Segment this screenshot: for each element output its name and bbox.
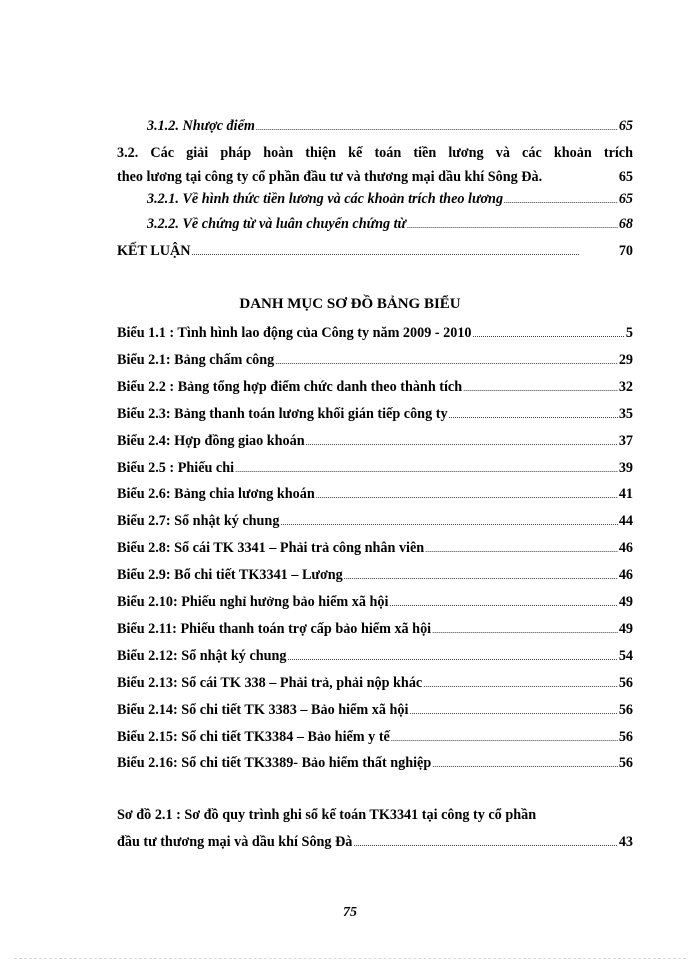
leader-dots <box>191 241 617 263</box>
list-entry-page: 5 <box>625 325 633 341</box>
list-entry <box>117 592 633 614</box>
list-entry <box>117 619 633 641</box>
leader-dots <box>432 753 618 775</box>
list-entry-label: Biểu 2.8: Sổ cái TK 3341 – Phải trả công nhân viên <box>117 540 425 557</box>
leader-dots <box>504 189 618 211</box>
leader-dots <box>306 431 618 453</box>
leader-dots <box>389 592 617 614</box>
list-entry-label: Biểu 2.12: Sổ nhật ký chung <box>117 647 287 664</box>
list-entry-label: Biểu 2.10: Phiếu nghỉ hưởng bảo hiểm xã hội <box>117 594 389 610</box>
list-entry <box>117 673 633 695</box>
leader-dots <box>353 832 617 854</box>
list-entry-page: 37 <box>618 432 633 449</box>
toc-entry-ket-luan <box>117 241 633 263</box>
list-entry-page: 56 <box>618 728 633 745</box>
list-entry-page: 56 <box>618 674 633 691</box>
list-entry-label: Biểu 2.3: Bảng thanh toán lương khối gián tiếp công ty <box>117 405 448 422</box>
list-entry-page: 56 <box>618 755 633 772</box>
list-entry-label: Biểu 2.7: Sổ nhật ký chung <box>117 513 280 530</box>
leader-dots <box>463 377 618 399</box>
list-entry-label: Biểu 2.5 : Phiếu chi <box>117 459 235 476</box>
list-entry-label: Biểu 2.11: Phiếu thanh toán trợ cấp bảo hiểm xã hội <box>117 620 432 637</box>
toc-entry-page: 65 <box>618 169 633 185</box>
list-entry-label: Biểu 2.2 : Bảng tổng hợp điểm chức danh theo thành tích <box>117 378 463 395</box>
list-entry-page: 54 <box>618 647 633 664</box>
list-entry-label: Biểu 2.15: Sổ chi tiết TK3384 – Bảo hiểm y tế <box>117 728 390 745</box>
toc-entry-label: theo lương tại công ty cổ phần đầu tư và thương mại dầu khí Sông Đà. <box>117 169 543 185</box>
list-entry-page: 56 <box>618 701 633 718</box>
list-entry-page: 46 <box>618 567 633 584</box>
leader-dots <box>407 214 618 236</box>
list-entry <box>117 511 633 533</box>
list-entry-page: 35 <box>618 405 633 422</box>
list-entry <box>117 377 633 399</box>
list-entry-label: Biểu 2.6: Bảng chia lương khoán <box>117 486 315 503</box>
list-entry-page: 41 <box>618 486 633 503</box>
toc-entry-label: 3.2.1. Về hình thức tiền lương và các khoản trích theo lương <box>147 191 504 207</box>
list-entry <box>117 700 633 722</box>
leader-dots <box>280 511 617 533</box>
toc-entry-page: 68 <box>618 216 633 232</box>
list-entry-page: 39 <box>618 459 633 476</box>
list-entry <box>117 431 633 453</box>
list-entry-label: Biểu 1.1 : Tình hình lao động của Công ty năm 2009 - 2010 <box>117 325 472 341</box>
list-entry-page: 46 <box>618 540 633 557</box>
page-number: 75 <box>343 905 357 920</box>
list-entry-page: 29 <box>618 351 633 368</box>
toc-entry-page: 43 <box>618 834 633 850</box>
toc-entry-3-2-2 <box>147 214 633 236</box>
leader-dots <box>391 727 618 749</box>
list-entry-page: 32 <box>618 378 633 395</box>
list-entry <box>117 753 633 775</box>
list-entry <box>117 404 633 426</box>
toc-entry-label: KẾT LUẬN <box>117 243 191 259</box>
page-divider <box>14 958 686 959</box>
list-entry <box>117 646 633 668</box>
list-entry-label: Biểu 2.9: Bổ chi tiết TK3341 – Lương <box>117 567 343 584</box>
leader-dots <box>235 458 618 480</box>
toc-entry-label: 3.1.2. Nhược điểm <box>147 118 255 134</box>
list-entry <box>117 565 633 587</box>
list-entry <box>117 350 633 372</box>
list-entry <box>117 323 633 345</box>
list-entry-label: Biểu 2.4: Hợp đồng giao khoán <box>117 432 305 449</box>
leader-dots <box>275 350 618 372</box>
leader-dots <box>409 700 617 722</box>
leader-dots <box>344 565 618 587</box>
leader-dots <box>256 116 618 138</box>
leader-dots <box>473 323 625 345</box>
list-entry-label: Biểu 2.1: Bảng chấm công <box>117 351 275 368</box>
list-entry-label: Biểu 2.13: Sổ cái TK 338 – Phải trả, phải nộp khác <box>117 674 423 691</box>
list-entry <box>117 727 633 749</box>
toc-entry-page: 70 <box>618 243 633 259</box>
list-entry-page: 49 <box>618 594 633 610</box>
leader-dots <box>288 646 618 668</box>
list-entry <box>117 458 633 480</box>
toc-entry-3-2-line2 <box>117 167 633 187</box>
list-entry-page: 49 <box>618 620 633 637</box>
list-heading: DANH MỤC SƠ ĐỒ BẢNG BIỂU <box>239 296 461 312</box>
list-entry <box>117 538 633 560</box>
toc-entry-page: 65 <box>618 191 633 207</box>
toc-entry-label: đầu tư thương mại và dầu khí Sông Đà <box>117 834 353 850</box>
toc-entry-page: 65 <box>618 118 633 134</box>
toc-entry-label: 3.2.2. Về chứng từ và luân chuyển chứng từ <box>147 216 407 232</box>
leader-dots <box>432 619 618 641</box>
so-do-line1: Sơ đồ 2.1 : Sơ đồ quy trình ghi sổ kế toán TK3341 tại công ty cổ phần <box>117 807 537 823</box>
leader-dots <box>449 404 618 426</box>
leader-dots <box>423 673 618 695</box>
list-entry-label: Biểu 2.16: Sổ chi tiết TK3389- Bảo hiểm thất nghiệp <box>117 755 432 772</box>
list-entry-page: 44 <box>618 513 633 530</box>
toc-entry-3-2-line1: 3.2. Các giải pháp hoàn thiện kế toán tiền lương và các khoản trích <box>117 145 633 161</box>
toc-entry-3-1-2 <box>147 116 633 138</box>
list-entry <box>117 484 633 506</box>
so-do-line2 <box>117 832 633 854</box>
leader-dots <box>425 538 618 560</box>
list-entry-label: Biểu 2.14: Sổ chi tiết TK 3383 – Bảo hiểm xã hội <box>117 701 409 718</box>
toc-entry-3-2-1 <box>147 189 633 211</box>
leader-dots <box>316 484 618 506</box>
